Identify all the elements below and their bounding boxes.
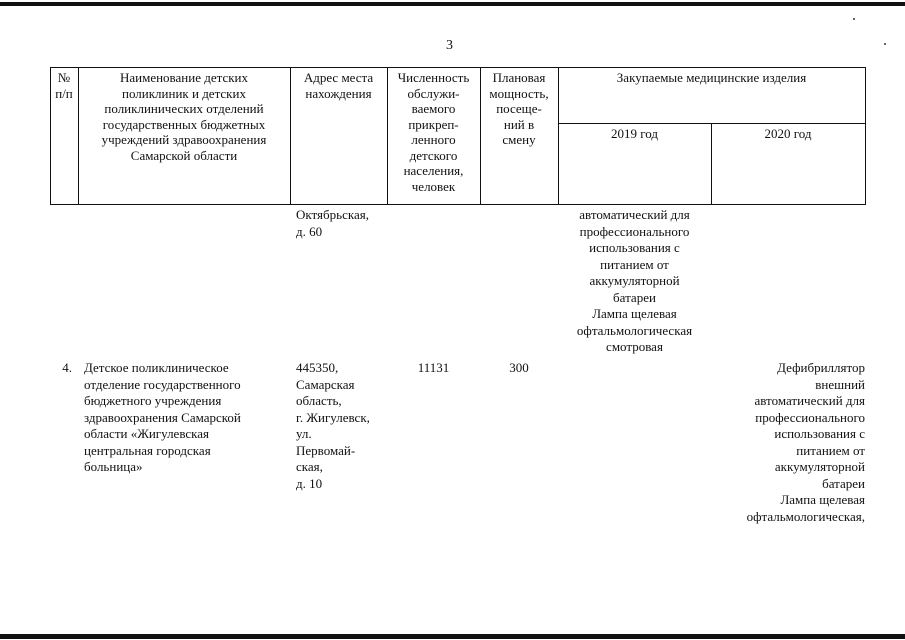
col-line [865, 67, 866, 205]
cell-row-number: 4. [62, 360, 72, 375]
cell-institution-name: Детское поликлиническое отделение государственного бюджетного учреждения здравоохранения Самарской области «Жигулевская центральная городская больница» [84, 360, 241, 474]
cell-address-continued: Октябрьская, д. 60 [296, 207, 369, 239]
scan-speck [853, 18, 855, 20]
cell-products-2019-continued: автоматический для профессионального использования с питанием от аккумуляторной батареи Лампа щелевая офтальмологическая смотровая [576, 207, 693, 354]
header-capacity: Плановая мощность, посеще- ний в смену [489, 70, 549, 147]
cell-population: 11131 [417, 360, 450, 375]
header-num: № п/п [55, 70, 73, 101]
header-address: Адрес места нахождения [303, 70, 374, 101]
header-name: Наименование детских поликлиник и детских поликлинических отделений государственных бюджетных учреждений здравоохранения Самарской области [101, 70, 267, 163]
cell-products-2020: Дефибриллятор внешний автоматический для профессионального использования с питанием от аккумуляторной батареи Лампа щелевая офтальмологическая, [746, 360, 865, 524]
header-sub-line [558, 123, 866, 124]
cell-capacity: 300 [509, 360, 529, 375]
header-population: Численность обслужи- ваемого прикреп- ленного детского населения, человек [397, 70, 470, 194]
cell-address: 445350, Самарская область, г. Жигулевск, ул. Первомай- ская, д. 10 [296, 360, 370, 491]
col-line [78, 67, 79, 205]
header-bottom-line [50, 204, 866, 205]
header-2019: 2019 год [611, 126, 658, 141]
header-top-line [50, 67, 866, 68]
page-number: 3 [446, 38, 453, 53]
bottom-scan-border [0, 634, 905, 639]
header-2020: 2020 год [764, 126, 812, 141]
top-scan-border [0, 2, 905, 6]
header-products: Закупаемые медицинские изделия [616, 70, 807, 85]
scan-speck [884, 43, 886, 45]
